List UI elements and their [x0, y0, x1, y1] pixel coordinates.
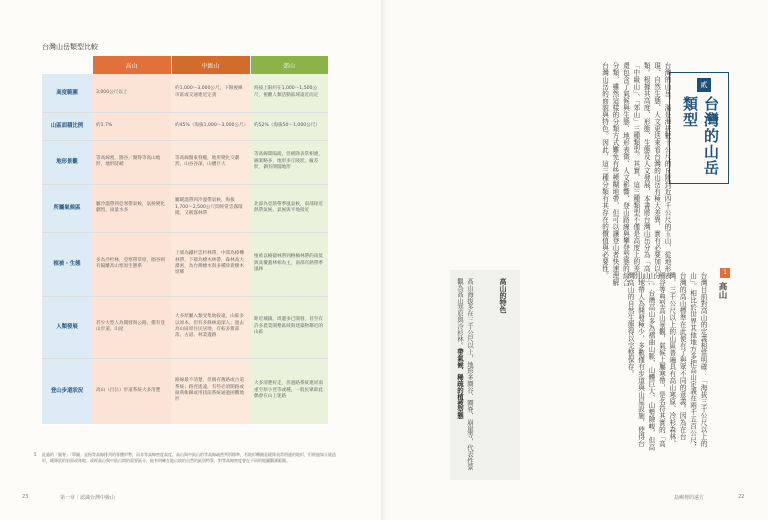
- cell-mid: 大多原屬入類受集地較遠，山區多以原本，但有多條林道深入；過去為山區原住民居地，有較多舊部落、古道、林業遺跡: [171, 296, 250, 358]
- chapter-title: 台灣的山岳類型: [681, 96, 720, 176]
- page-gutter: [381, 0, 387, 520]
- row-label: 人類發展: [42, 296, 92, 358]
- feature-text-block: [455, 278, 475, 473]
- mountain-type-table: [42, 56, 329, 425]
- footnote-text: 此處的「圈脊」「單圈」是指等高線排列的專體形勢，而非等高線密度高度。高山與中級山的等高線疏密判別標準，若地形轉圈是緩降表常相連的地形，但經過如丘陵造形，緩降狀的斜面或林地；或經高山與中級山間的重要區分，能有明確在地山坡的自然的區別特質，對等高線密度會在不同的地圖觀測範圍。: [42, 452, 336, 463]
- table-row: [42, 112, 328, 140]
- cell-mid: 約1,000～3,000公尺，下限視緯市區或交通連近定義: [171, 74, 250, 112]
- row-label: 登山步道狀況: [42, 358, 92, 424]
- footnote: [34, 452, 338, 464]
- table-header-blank: [42, 56, 92, 74]
- section-badge: 1: [720, 268, 730, 278]
- intro-body-text: 台灣的山岳，滿是海拔數十公尺的丘陵到近四千公尺的玉山，從地形表現、自然生態、人文更迭來看台灣的山岳有極大差異，實有必要加以分類。根據其高度、形態、生態及人文發展，本書將台灣山岳分為「高山」、「中級山」、「郊山」三種類型。其實，這三種類型不僅是高度上的差別，還包含了氣候與生態、地形表徵、人文影響、登山路線與攀登型態的綜合分類，雖然這樣的分類方式難免有些模糊地帶，但可以讓登山者快速理解台灣山岳的面貌與特色。因此，這三種分類有其存在的價值與必要性。: [600, 62, 671, 290]
- cell-low: 大多清楚好走，但過路系統連同南重至原小徑等或種，一般民眾即此偶會在山上迷路: [250, 358, 328, 424]
- footnote-number: 5: [34, 452, 37, 457]
- cell-high: 等高線密，圈谷／圈脊等高山地形，地形陡峭: [92, 140, 171, 184]
- row-label: 植被・生態: [42, 232, 92, 296]
- cell-mid: 上層為鐵杉雲杉林帶，中間為樟櫟林帶，下層為檜木林帶，森林高大濃密，為台灣檜木與多種珍貴樹木原鄉: [171, 232, 250, 296]
- table-header-high: 高山: [92, 56, 171, 74]
- cell-low: 約52%（海拔50～1,000公尺）: [250, 112, 328, 140]
- cell-low: 海拔上限約在1,000～1,500公尺，視離人類活動區域遠近而定: [250, 74, 328, 112]
- cell-low: 等高線間隔疏，但緩降表常相連，圖案略多，地形多丘陵狀，級差狀，偶有開闊地形: [250, 140, 328, 184]
- cell-mid: 等高線圈東脊縱，地形變化交劇烈，山谷谷深、山體巨大: [171, 140, 250, 184]
- cell-high: 屬冷溫帶到亞寒帶氣候，氣候變化劇烈，雨量水多: [92, 184, 171, 232]
- row-label: 山區面積比例: [42, 112, 92, 140]
- table-title: 台灣山岳類型比較: [42, 43, 98, 51]
- feature-title: 高山的特色: [499, 278, 507, 313]
- table-header-mid: 中級山: [171, 56, 250, 74]
- table-row: [42, 184, 328, 232]
- cell-high: 多為冷杉林，亞寒帶草原，圈谷則有隔離高山寒原生態系: [92, 232, 171, 296]
- cell-mid: 約45%（海拔1,000～3,000公尺）: [171, 112, 250, 140]
- feature-text: 高山海拔多在三千公尺以上，地形多圈谷、圈脊、崩崖等，代表性景觀為高山寒原與冷杉林。: [456, 278, 474, 470]
- cell-high: 約1.7%: [92, 112, 171, 140]
- cell-low: 植被以楠櫧林帶到榕楠林帶的南低與高覆蓋林相為主，南部有熱帶季風林: [250, 232, 328, 296]
- chapter-badge: 貳: [697, 78, 711, 92]
- cell-low: 距近城鎮，周邊多已開發，甚至有許多農業開墾區域與建築物鄰近的山區: [250, 296, 328, 358]
- cell-mid: 路線最不清楚，但偶有舊路或古道系統；路徑遙遠，有些必須開路或披荊斬棘或用找前系統通過困難地形: [171, 358, 250, 424]
- section-title: 高山: [717, 282, 727, 299]
- table-header-low: 郊山: [250, 56, 328, 74]
- row-label: 所屬氣候區: [42, 184, 92, 232]
- row-label: 地形景觀: [42, 140, 92, 184]
- cell-high: 甚少大型人為開發與公路，僅有登山步道、山屋: [92, 296, 171, 358]
- page-number-right: 22: [738, 494, 745, 500]
- cell-low: 北部為亞熱帶季風氣候，南部接近熱帶氣候，氣候與平地接近: [250, 184, 328, 232]
- row-label: 高度範圍: [42, 74, 92, 112]
- cell-high: 3,000公尺以上: [92, 74, 171, 112]
- cell-high: 高山（百岳）步道系統大多清楚: [92, 358, 171, 424]
- table-row: [42, 296, 328, 358]
- running-head-left: 第一章｜認識台灣中級山: [60, 495, 116, 501]
- section-body-text: 台灣目前對高山的定義相當明確：「海拔三千公尺以上的山」。相比於世界其他地方多把高山定義在兩千五百公尺，台灣的高山標準在此便有了與眾不同的意義。因為在台灣，三千公尺以上的山區普遍具有高山寒原、冷杉森林、圈谷等典型高山景觀，氣候上屬寒帶，是名符其實的「高山」。台灣高山多為褶曲山脈，山體巨大、山勢險峻，但高山地帶人為開發極少，多數僅有步道與山屋設施，使得台灣高山的自然生態得以完整保存。: [626, 272, 707, 451]
- cell-mid: 屬暖溫帶到冷溫帶氣候，海拔1,700～2,500公尺間經常雲霧環繞，又稱霧林帶: [171, 184, 250, 232]
- table-row: [42, 358, 328, 424]
- page-number-left: 23: [22, 494, 29, 500]
- feature-text-bold: 帶氣候、稀疏的植被型態: [456, 348, 464, 419]
- table-row: [42, 140, 328, 184]
- table-row: [42, 232, 328, 296]
- running-head-right: 島嶼裡的遠方: [674, 495, 705, 501]
- table-row: [42, 74, 328, 112]
